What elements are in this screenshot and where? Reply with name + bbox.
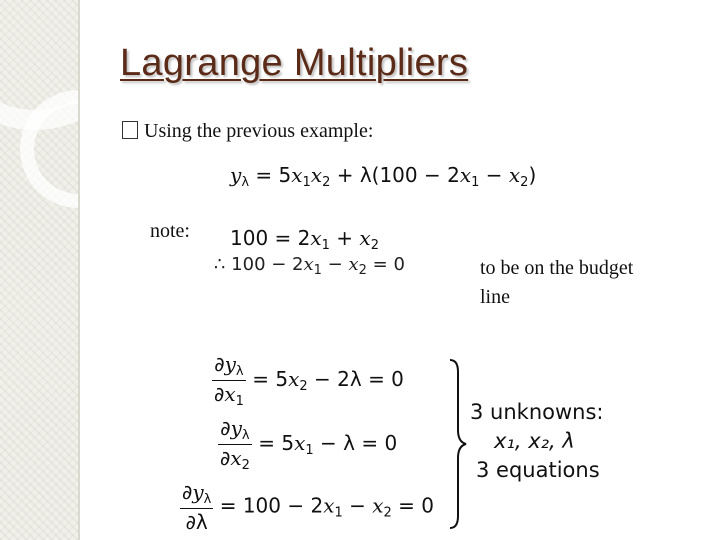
bullet-text: Using the previous example: [144,120,374,142]
decorative-sidebar [0,0,78,540]
summary-equations: 3 equations [476,458,600,482]
budget-constraint-implication: ∴ $100 - 2x_1 - x_2 = 0$ [214,254,405,278]
bullet-box-icon [122,121,138,139]
partial-derivative-x2: $\frac{\partial y_\lambda}{\partial x_2}$ = $5x_1 - \lambda = 0$ [220,416,398,473]
summary-block [470,398,603,485]
bullet-item [122,120,373,143]
summary-unknowns: 3 unknowns: [470,400,604,424]
slide-title: Lagrange Multipliers [120,42,469,84]
side-note-line-1: to be on the budget [480,257,634,279]
side-note-line-2: line [480,286,510,308]
summary-variables: x₁, x₂, λ [494,429,575,453]
lagrangian-equation: $y_\lambda = 5x_1x_2 + \lambda(100 - 2x_1 - x_2)$ [230,163,537,190]
sidebar-divider [78,0,80,540]
brace-icon [446,358,468,530]
note-label: note: [150,220,190,242]
partial-derivative-lambda: $\frac{\partial y_\lambda}{\partial\lambda}$ = $100 - 2x_1 - x_2 = 0$ [182,480,435,534]
partial-derivative-x1: $\frac{\partial y_\lambda}{\partial x_1}$ = $5x_2 - 2\lambda = 0$ [214,352,404,409]
budget-constraint-equation: $100 = 2x_1 + x_2$ [230,226,379,253]
side-note [480,254,633,312]
